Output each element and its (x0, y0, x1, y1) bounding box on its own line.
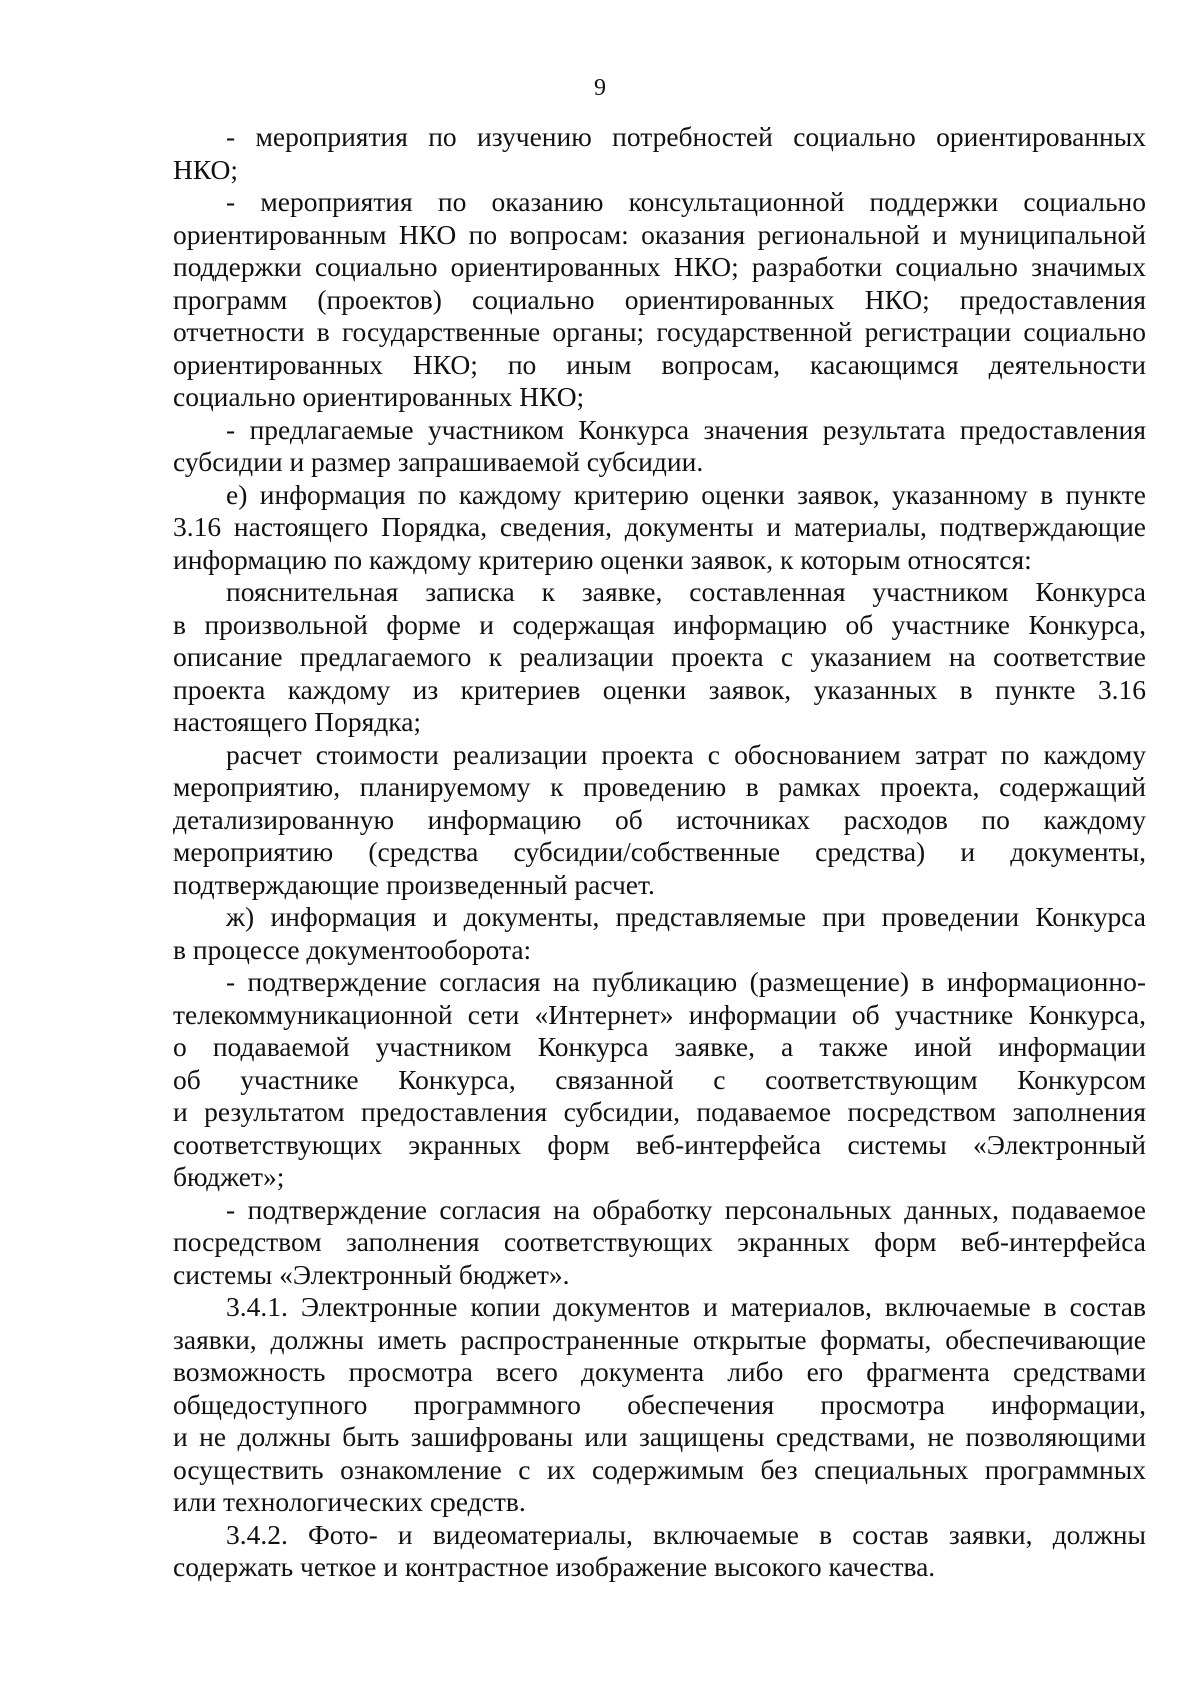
text-line: 3.4.2. Фото- и видеоматериалы, включаемые в состав заявки, должны (226, 1518, 1146, 1550)
text-line: мероприятию, планируемому к проведению в рамках проекта, содержащий (173, 771, 1146, 802)
text-line: содержать четкое и контрастное изображение высокого качества. (173, 1551, 936, 1582)
text-line: системы «Электронный бюджет». (173, 1258, 570, 1290)
text-line: заявки, должны иметь распространенные открытые форматы, обеспечивающие (173, 1323, 1146, 1355)
text-line: субсидии и размер запрашиваемой субсидии. (173, 446, 704, 477)
text-line: подтверждающие произведенный расчет. (173, 868, 655, 900)
text-line: телекоммуникационной сети «Интернет» информации об участнике Конкурса, (173, 998, 1146, 1030)
text-line: или технологических средств. (173, 1486, 526, 1517)
text-line: в произвольной форме и содержащая информацию об участнике Конкурса, (173, 608, 1146, 640)
document-body (173, 121, 1146, 1584)
text-line: поддержки социально ориентированных НКО; разработки социально значимых (173, 251, 1146, 282)
text-line: детализированную информацию об источниках расходов по каждому (173, 803, 1146, 835)
text-line: расчет стоимости реализации проекта с обоснованием затрат по каждому (226, 738, 1146, 770)
text-line: мероприятию (средства субсидии/собственные средства) и документы, (173, 836, 1146, 867)
text-line: об участнике Конкурса, связанной с соответствующим Конкурсом (173, 1063, 1146, 1095)
text-line: о подаваемой участником Конкурса заявке, а также иной информации (173, 1031, 1146, 1062)
text-line: - подтверждение согласия на публикацию (размещение) в информационно- (226, 966, 1146, 997)
text-line: соответствующих экранных форм веб-интерфейса системы «Электронный (173, 1128, 1146, 1160)
text-line: отчетности в государственные органы; государственной регистрации социально (173, 316, 1146, 347)
text-line: программ (проектов) социально ориентированных НКО; предоставления (173, 283, 1146, 315)
text-line: и результатом предоставления субсидии, подаваемое посредством заполнения (173, 1096, 1146, 1127)
text-line: посредством заполнения соответствующих экранных форм веб-интерфейса (173, 1226, 1146, 1257)
text-line: общедоступного программного обеспечения просмотра информации, (173, 1388, 1146, 1420)
text-line: социально ориентированных НКО; (173, 381, 585, 412)
text-line: настоящего Порядка; (173, 706, 422, 737)
page-number: 9 (594, 75, 606, 101)
text-line: описание предлагаемого к реализации проекта с указанием на соответствие (173, 641, 1146, 672)
text-line: и не должны быть зашифрованы или защищены средствами, не позволяющими (173, 1421, 1146, 1452)
text-line: - мероприятия по оказанию консультационной поддержки социально (226, 186, 1146, 217)
text-line: - мероприятия по изучению потребностей социально ориентированных (226, 121, 1146, 152)
text-line: осуществить ознакомление с их содержимым без специальных программных (173, 1453, 1146, 1485)
text-line: - предлагаемые участником Конкурса значения результата предоставления (226, 413, 1146, 445)
text-line: ориентированных НКО; по иным вопросам, касающимся деятельности (173, 348, 1146, 380)
text-line: пояснительная записка к заявке, составленная участником Конкурса (226, 576, 1146, 607)
text-line: ориентированным НКО по вопросам: оказания региональной и муниципальной (173, 218, 1146, 250)
text-line: НКО; (173, 153, 239, 185)
text-line: информацию по каждому критерию оценки заявок, к которым относятся: (173, 543, 1032, 575)
text-line: - подтверждение согласия на обработку персональных данных, подаваемое (226, 1193, 1146, 1225)
text-line: е) информация по каждому критерию оценки заявок, указанному в пункте (226, 478, 1146, 510)
text-line: 3.4.1. Электронные копии документов и материалов, включаемые в состав (226, 1291, 1146, 1322)
text-line: в процессе документооборота: (173, 933, 532, 965)
text-line: ж) информация и документы, представляемые при проведении Конкурса (226, 901, 1146, 932)
text-line: 3.16 настоящего Порядка, сведения, документы и материалы, подтверждающие (173, 511, 1146, 542)
text-line: проекта каждому из критериев оценки заявок, указанных в пункте 3.16 (173, 673, 1146, 705)
text-line: возможность просмотра всего документа либо его фрагмента средствами (173, 1356, 1146, 1387)
text-line: бюджет»; (173, 1161, 285, 1192)
